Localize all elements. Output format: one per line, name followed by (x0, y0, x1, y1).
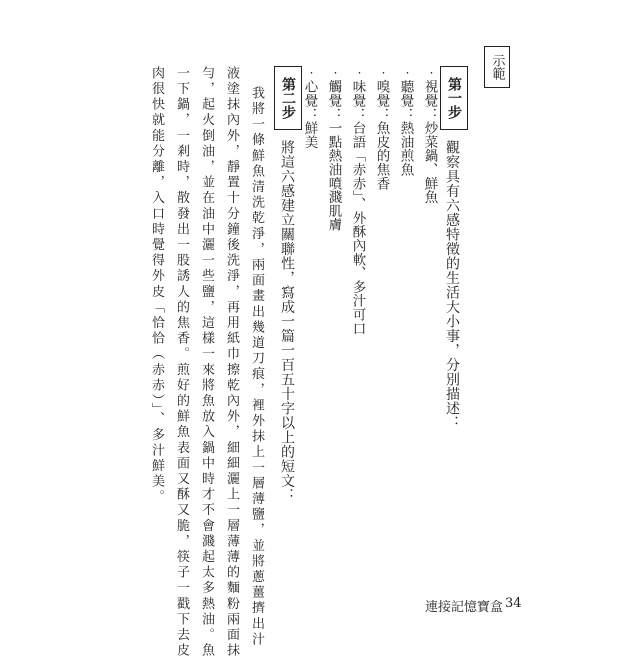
book-title: 連接記憶寶盒 (425, 600, 504, 615)
sense-item-sight: ‧視覺：炒菜鍋、鮮魚 (421, 66, 438, 204)
paragraph-line-2: 液塗抹內外，靜置十分鐘後洗淨，再用紙巾擦乾內外，細細灑上一層薄薄的麵粉兩面抹 (224, 66, 239, 659)
step2-instruction: 將這六感建立關聯性，寫成一篇一百五十字以上的短文： (279, 140, 295, 503)
sense-item-taste: ‧味覺：台語「赤赤」、外酥內軟、多汁可口 (349, 66, 366, 336)
paragraph-line-3: 勻，起火倒油，並在油中灑一些鹽，這樣一來將魚放入鍋中時才不會濺起太多熱油。魚 (199, 66, 214, 659)
example-label: 示範 (484, 46, 510, 88)
sense-item-smell: ‧嗅覺：魚皮的焦香 (373, 66, 390, 191)
step1-label: 第一步 (440, 66, 468, 130)
step2-label: 第二步 (274, 66, 302, 130)
step1-instruction: 觀察具有六感特徵的生活大小事，分別描述： (444, 140, 460, 430)
paragraph-line-1: 我將一條鮮魚清洗乾淨，兩面畫出幾道刀痕，裡外抹上一層薄鹽，並將蔥薑擠出汁 (249, 86, 264, 648)
paragraph-line-5: 肉很快就能分離，入口時覺得外皮「恰恰（赤赤）」、多汁鮮美。 (149, 66, 164, 506)
sense-item-heart: ‧心覺：鮮美 (301, 66, 318, 149)
sense-item-touch: ‧觸覺：一點熱油噴濺肌膚 (325, 66, 342, 232)
paragraph-line-4: 一下鍋，一剎時，散發出一股誘人的焦香。煎好的鮮魚表面又酥又脆，筷子一戳下去皮 (174, 66, 189, 659)
page-number: 34 (505, 596, 522, 611)
sense-item-hearing: ‧聽覺：熱油煎魚 (397, 66, 414, 177)
